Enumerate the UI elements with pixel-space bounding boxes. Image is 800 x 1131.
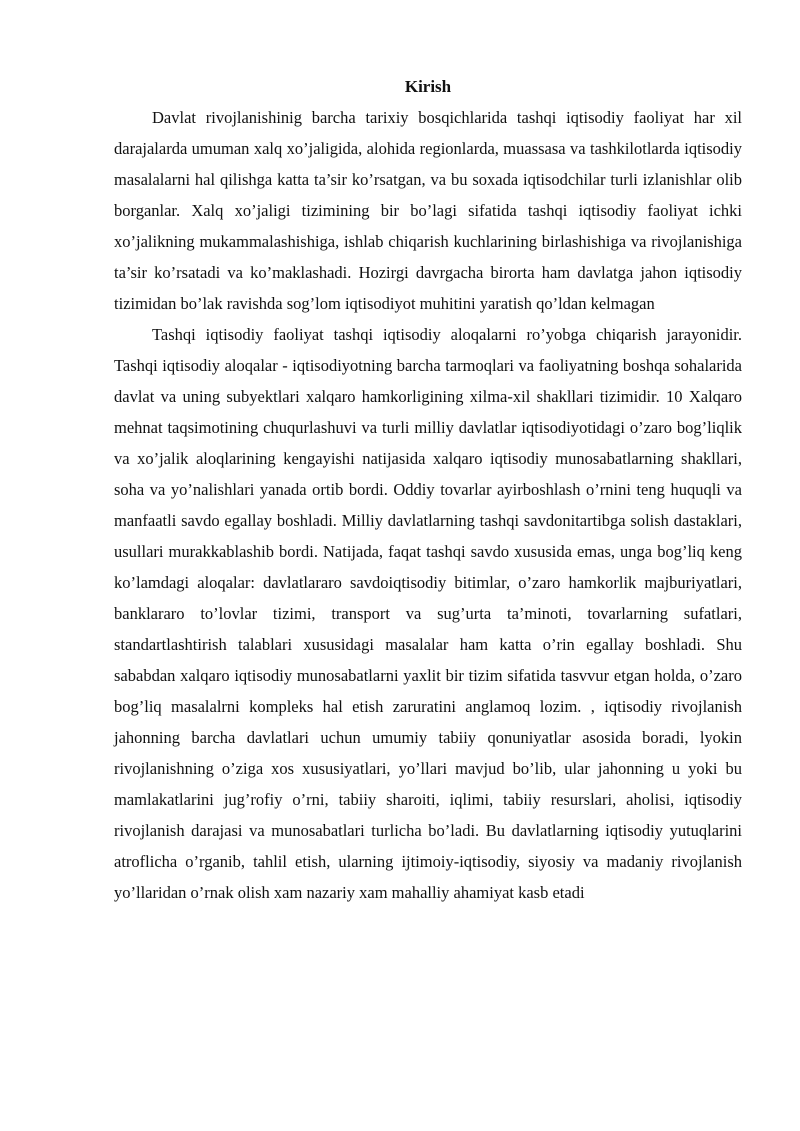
paragraph-1: Davlat rivojlanishinig barcha tarixiy bosqichlarida tashqi iqtisodiy faoliyat har xil darajalarda umuman xalq xo’jaligida, alohida regionlarda, muassasa va tashkilotlarda iqtisodiy masalalarni hal qilishga katta ta’sir ko’rsatgan, va bu soxada iqtisodchilar turli izlanishlar olib borganlar. Xalq xo’jaligi tizimining bir bo’lagi sifatida tashqi iqtisodiy faoliyat ichki xo’jalikning mukammalashishiga, ishlab chiqarish kuchlarining birlashishiga va rivojlanishiga ta’sir ko’rsatadi va ko’maklashadi. Hozirgi davrgacha birorta ham davlatga jahon iqtisodiy tizimidan bo’lak ravishda sog’lom iqtisodiyot muhitini yaratish qo’ldan kelmagan — [114, 108, 742, 313]
document-page — [114, 74, 742, 908]
paragraph-2: Tashqi iqtisodiy faoliyat tashqi iqtisodiy aloqalarni ro’yobga chiqarish jarayonidir. Tashqi iqtisodiy aloqalar - iqtisodiyotning barcha tarmoqlari va faoliyatning boshqa sohalarida davlat va uning subyektlari xalqaro hamkorligining xilma-xil shakllari tizimidir. 10 Xalqaro mehnat taqsimotining chuqurlashuvi va turli milliy davlatlar iqtisodiyotidagi o’zaro bog’liqlik va xo’jalik aloqlarining kengayishi natijasida xalqaro iqtisodiy munosabatlarning shakllari, soha va yo’nalishlari yanada ortib bordi. Oddiy tovarlar ayirboshlash o’rnini teng huquqli va manfaatli savdo egallay boshladi. Milliy davlatlarning tashqi savdonitartibga solish dastaklari, usullari murakkablashib bordi. Natijada, faqat tashqi savdo xususida emas, unga bog’liq keng ko’lamdagi aloqalar: davlatlararo savdoiqtisodiy bitimlar, o’zaro hamkorlik majburiyatlari, banklararo to’lovlar tizimi, transport va sug’urta ta’minoti, tovarlarning sufatlari, standartlashtirish talablari xususidagi masalalar ham katta o’rin egallay boshladi. Shu sababdan xalqaro iqtisodiy munosabatlarni yaxlit bir tizim sifatida tasvvur etgan holda, o’zaro bog’liq masalalrni kompleks hal etish zaruratini anglamoq lozim. , iqtisodiy rivojlanish jahonning barcha davlatlari uchun umumiy tabiiy qonuniyatlar asosida boradi, lyokin rivojlanishning o’ziga xos xususiyatlari, yo’llari mavjud bo’lib, ular jahonning u yoki bu mamlakatlarini jug’rofiy o’rni, tabiiy sharoiti, iqlimi, tabiiy resurslari, aholisi, iqtisodiy rivojlanish darajasi va munosabatlari turlicha bo’ladi. Bu davlatlarning iqtisodiy yutuqlarini atroflicha o’rganib, tahlil etish, ularning ijtimoiy-iqtisodiy, siyosiy va madaniy rivojlanish yo’llaridan o’rnak olish xam nazariy xam mahalliy ahamiyat kasb etadi — [114, 325, 742, 902]
document-title: Kirish — [404, 77, 452, 96]
